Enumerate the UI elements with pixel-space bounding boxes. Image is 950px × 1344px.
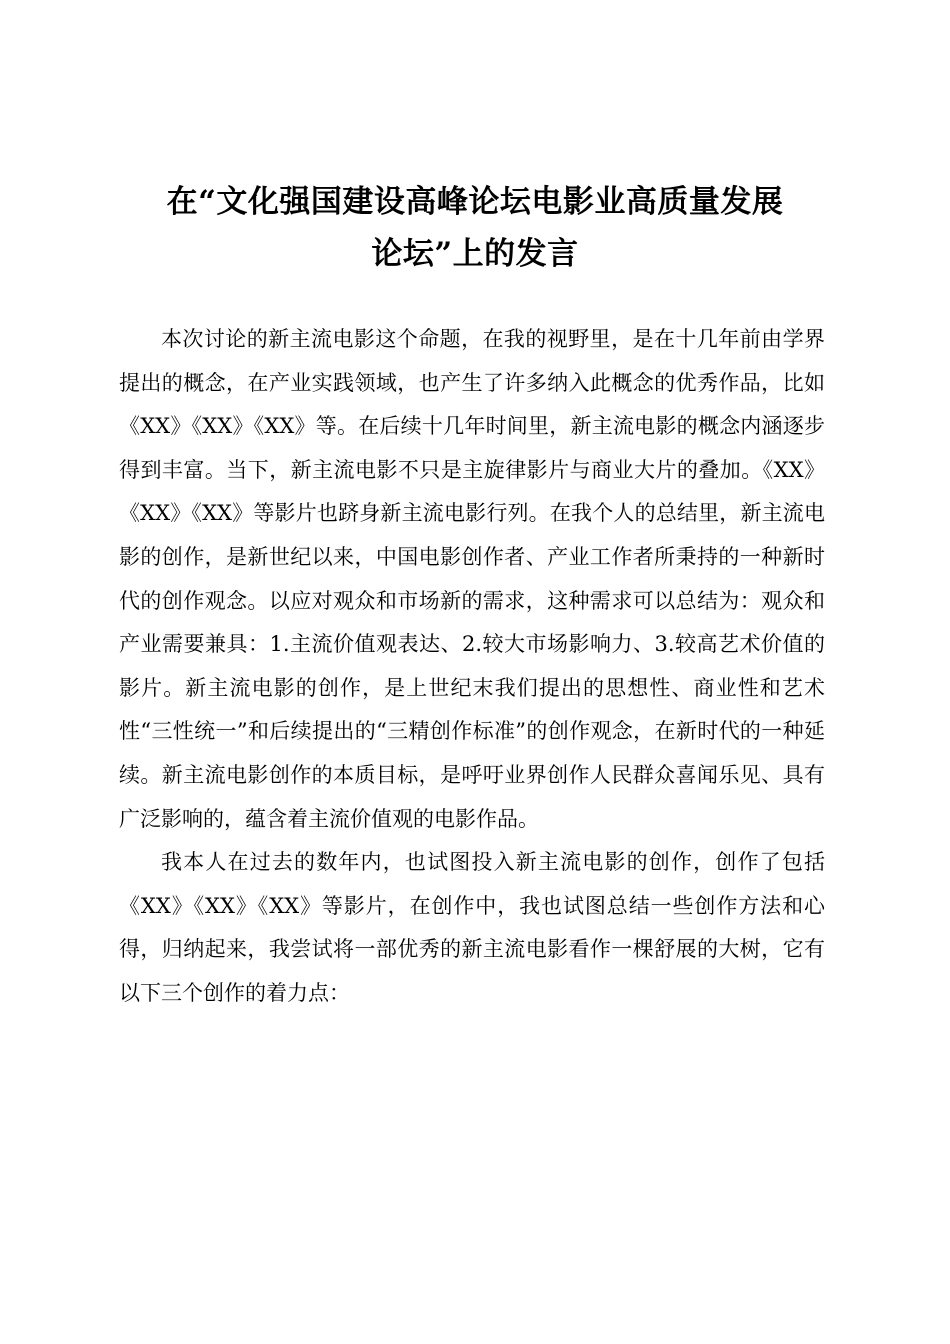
title-line-2: 论坛”上的发言 bbox=[371, 236, 579, 272]
paragraph-1: 本次讨论的新主流电影这个命题，在我的视野里，是在十几年前由学界提出的概念，在产业实践领域，也产生了许多纳入此概念的优秀作品，比如《XX》《XX》《XX》等。在后续十几年时间里，新主流电影的概念内涵逐步得到丰富。当下，新主流电影不只是主旋律影片与商业大片的叠加。《XX》《XX》《XX》等影片也跻身新主流电影行列。在我个人的总结里，新主流电影的创作，是新世纪以来，中国电影创作者、产业工作者所秉持的一种新时代的创作观念。以应对观众和市场新的需求，这种需求可以总结为：观众和产业需要兼具：1.主流价值观表达、2.较大市场影响力、3.较高艺术价值的影片。新主流电影的创作，是上世纪末我们提出的思想性、商业性和艺术性“三性统一”和后续提出的“三精创作标准”的创作观念，在新时代的一种延续。新主流电影创作的本质目标，是呼吁业界创作人民群众喜闻乐见、具有广泛影响的，蕴含着主流价值观的电影作品。 bbox=[119, 327, 825, 831]
title-line-1: 在“文化强国建设高峰论坛电影业高质量发展 bbox=[166, 184, 784, 220]
paragraph-2: 我本人在过去的数年内，也试图投入新主流电影的创作，创作了包括《XX》《XX》《XX》等影片，在创作中，我也试图总结一些创作方法和心得，归纳起来，我尝试将一部优秀的新主流电影看作一棵舒展的大树，它有以下三个创作的着力点： bbox=[119, 850, 825, 1005]
document-body bbox=[119, 318, 825, 1016]
document-title bbox=[110, 176, 840, 280]
